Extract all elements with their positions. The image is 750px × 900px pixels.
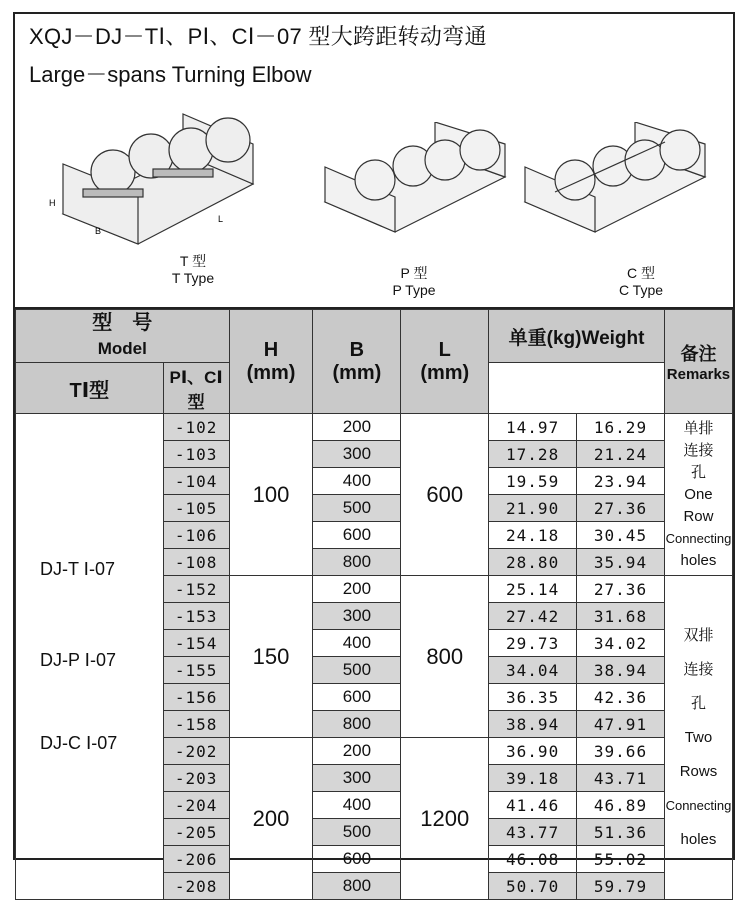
remark-line: 连接 [683, 441, 714, 459]
weight-t-value: 27.42 [489, 603, 577, 630]
weight-pc-value: 31.68 [577, 603, 665, 630]
model-code: -153 [163, 603, 229, 630]
model-code: -155 [163, 657, 229, 684]
header-model: 型 号 Model [16, 310, 230, 363]
t-type-elbow-drawing [43, 104, 273, 254]
weight-pc-value: 47.91 [577, 711, 665, 738]
weight-pc-value: 16.29 [577, 414, 665, 441]
b-value: 300 [313, 765, 401, 792]
model-name: DJ-P Ⅰ-07 [40, 650, 116, 670]
weight-pc-value: 27.36 [577, 576, 665, 603]
remark-line: Rows [679, 762, 718, 780]
weight-t-value: 19.59 [489, 468, 577, 495]
weight-pc-value: 27.36 [577, 495, 665, 522]
dim-h: H [49, 198, 56, 208]
remark-line: 双排 [683, 626, 714, 644]
weight-pc-value: 30.45 [577, 522, 665, 549]
weight-pc-value: 35.94 [577, 549, 665, 576]
model-code: -206 [163, 846, 229, 873]
weight-t-value: 36.90 [489, 738, 577, 765]
dim-l: L [218, 214, 224, 224]
weight-pc-value: 21.24 [577, 441, 665, 468]
title-chinese: XQJ－DJ－TⅠ、PⅠ、CⅠ－07 型大跨距转动弯通 [29, 24, 487, 49]
table-row [16, 414, 733, 441]
weight-t-value: 38.94 [489, 711, 577, 738]
model-code: -102 [163, 414, 229, 441]
b-value: 300 [313, 441, 401, 468]
weight-t-value: 29.73 [489, 630, 577, 657]
header-weight-pc: PⅠ、CⅠ型 [163, 363, 229, 414]
remark-line: holes [680, 551, 717, 569]
model-code: -103 [163, 441, 229, 468]
b-value: 300 [313, 603, 401, 630]
b-value: 200 [313, 576, 401, 603]
weight-t-value: 46.08 [489, 846, 577, 873]
h-value: 150 [229, 576, 313, 738]
h-value: 200 [229, 738, 313, 900]
weight-t-value: 28.80 [489, 549, 577, 576]
header-weight: 单重(kg)Weight [489, 310, 665, 363]
remark-line: 孔 [690, 694, 706, 712]
header-section [15, 14, 733, 309]
c-type-elbow-drawing [515, 122, 715, 252]
model-code: -108 [163, 549, 229, 576]
weight-t-value: 43.77 [489, 819, 577, 846]
model-code: -208 [163, 873, 229, 900]
caption-c-type: C 型 C Type [618, 265, 664, 298]
b-value: 200 [313, 414, 401, 441]
b-value: 400 [313, 792, 401, 819]
weight-t-value: 39.18 [489, 765, 577, 792]
weight-t-value: 41.46 [489, 792, 577, 819]
weight-t-value: 14.97 [489, 414, 577, 441]
weight-pc-value: 38.94 [577, 657, 665, 684]
b-value: 400 [313, 630, 401, 657]
spec-sheet-frame [13, 12, 735, 896]
b-value: 500 [313, 819, 401, 846]
model-code: -104 [163, 468, 229, 495]
model-name: DJ-C Ⅰ-07 [40, 733, 118, 753]
p-type-elbow-drawing [315, 122, 515, 252]
b-value: 500 [313, 657, 401, 684]
weight-t-value: 17.28 [489, 441, 577, 468]
l-value: 600 [401, 414, 489, 576]
b-value: 500 [313, 495, 401, 522]
model-code: -106 [163, 522, 229, 549]
weight-pc-value: 55.02 [577, 846, 665, 873]
weight-t-value: 21.90 [489, 495, 577, 522]
model-code: -156 [163, 684, 229, 711]
model-name: DJ-T Ⅰ-07 [40, 559, 115, 579]
remark-line: Connecting [665, 797, 732, 813]
b-value: 800 [313, 873, 401, 900]
remark-line: Two [684, 728, 713, 746]
weight-t-value: 50.70 [489, 873, 577, 900]
spec-table [15, 309, 733, 900]
weight-pc-value: 34.02 [577, 630, 665, 657]
header-b: B (mm) [313, 310, 401, 414]
model-code: -204 [163, 792, 229, 819]
header-weight-t: TⅠ型 [16, 363, 164, 414]
b-value: 600 [313, 684, 401, 711]
remark-line: Connecting [665, 530, 732, 546]
model-code: -203 [163, 765, 229, 792]
title-english: Large－spans Turning Elbow [29, 62, 312, 87]
b-value: 600 [313, 522, 401, 549]
model-code: -202 [163, 738, 229, 765]
b-value: 800 [313, 711, 401, 738]
remarks-double-row [664, 576, 732, 900]
remark-line: 孔 [690, 463, 706, 481]
model-code: -152 [163, 576, 229, 603]
remark-line: 单排 [683, 419, 714, 437]
weight-t-value: 24.18 [489, 522, 577, 549]
model-code: -154 [163, 630, 229, 657]
weight-t-value: 34.04 [489, 657, 577, 684]
weight-pc-value: 43.71 [577, 765, 665, 792]
caption-p-type: P 型 P Type [392, 265, 436, 298]
b-value: 800 [313, 549, 401, 576]
header-remarks: 备注 Remarks [664, 310, 732, 414]
weight-pc-value: 42.36 [577, 684, 665, 711]
model-code: -205 [163, 819, 229, 846]
l-value: 800 [401, 576, 489, 738]
weight-pc-value: 46.89 [577, 792, 665, 819]
weight-pc-value: 39.66 [577, 738, 665, 765]
remark-line: 连接 [683, 660, 714, 678]
weight-pc-value: 59.79 [577, 873, 665, 900]
b-value: 200 [313, 738, 401, 765]
b-value: 400 [313, 468, 401, 495]
remark-line: One [684, 485, 713, 503]
model-code: -105 [163, 495, 229, 522]
b-value: 600 [313, 846, 401, 873]
header-h: H (mm) [229, 310, 313, 414]
h-value: 100 [229, 414, 313, 576]
l-value: 1200 [401, 738, 489, 900]
remark-line: holes [680, 830, 717, 848]
model-code: -158 [163, 711, 229, 738]
weight-pc-value: 23.94 [577, 468, 665, 495]
header-l: L (mm) [401, 310, 489, 414]
weight-pc-value: 51.36 [577, 819, 665, 846]
weight-t-value: 36.35 [489, 684, 577, 711]
caption-t-type: T 型 T Type [171, 253, 215, 286]
remarks-single-row [664, 414, 732, 576]
weight-t-value: 25.14 [489, 576, 577, 603]
dim-b: B [95, 226, 102, 236]
remark-line: Row [683, 507, 714, 525]
model-names-cell [16, 414, 164, 900]
